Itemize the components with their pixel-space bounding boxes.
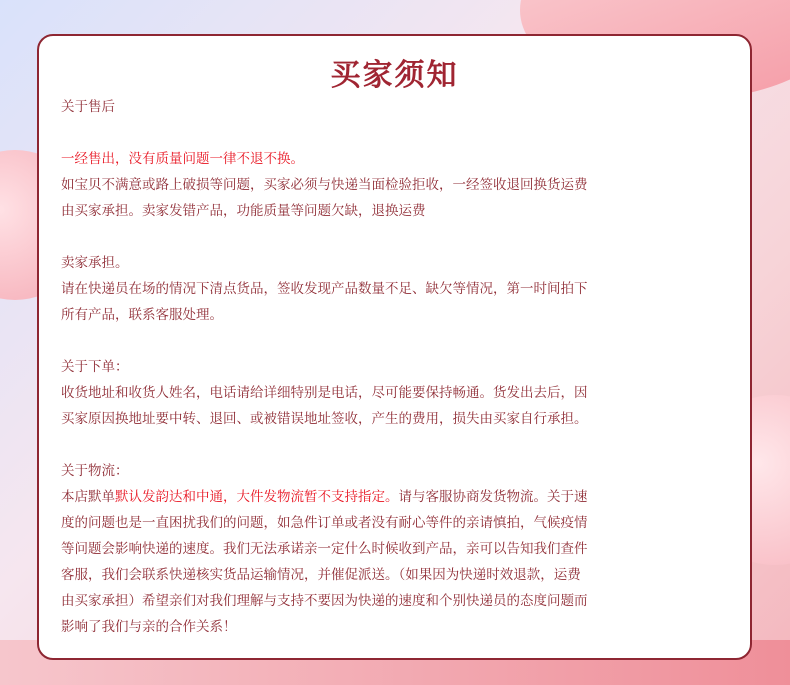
courier-default-warning: 默认发韵达和中通，大件发物流暂不支持指定。 [115,489,399,505]
logistics-text-1-pre: 本店默单 [61,489,115,505]
logistics-text-5: 由买家承担）希望亲们对我们理解与支持不要因为快递的速度和个别快递员的态度问题而 [61,593,588,609]
logistics-text-1 [61,484,741,510]
logistics-text-1-post: 请与客服协商发货物流。关于速 [398,489,588,505]
seller-bears-text-2: 所有产品，联系客服处理。 [61,307,223,323]
order-text-1: 收货地址和收货人姓名，电话请给详细特别是电话，尽可能要保持畅通。货发出去后，因 [61,385,588,401]
section-logistics-heading: 关于物流： [61,463,129,479]
no-return-warning: 一经售出，没有质量问题一律不退不换。 [61,151,304,167]
notice-title: 买家须知 [330,58,459,93]
notice-card [37,34,752,660]
section-aftersale-heading: 关于售后 [61,99,115,115]
section-order-heading: 关于下单： [61,359,129,375]
logistics-text-3: 等问题会影响快递的速度。我们无法承诺亲一定什么时候收到产品，亲可以告知我们查件 [61,541,588,557]
notice-content [61,94,741,640]
logistics-text-4: 客服，我们会联系快递核实货品运输情况，并催促派送。（如果因为快递时效退款，运费 [61,567,581,583]
logistics-text-2: 度的问题也是一直困扰我们的问题，如急件订单或者没有耐心等件的亲请慎拍，气候疫情 [61,515,588,531]
seller-bears-heading: 卖家承担。 [61,255,129,271]
aftersale-text-2: 由买家承担。卖家发错产品，功能质量等问题欠缺，退换运费 [61,203,426,219]
aftersale-text-1: 如宝贝不满意或路上破损等问题，买家必须与快递当面检验拒收，一经签收退回换货运费 [61,177,588,193]
seller-bears-text-1: 请在快递员在场的情况下清点货品，签收发现产品数量不足、缺欠等情况，第一时间拍下 [61,281,588,297]
order-text-2: 买家原因换地址要中转、退回、或被错误地址签收，产生的费用，损失由买家自行承担。 [61,411,588,427]
logistics-text-6: 影响了我们与亲的合作关系！ [61,619,237,635]
